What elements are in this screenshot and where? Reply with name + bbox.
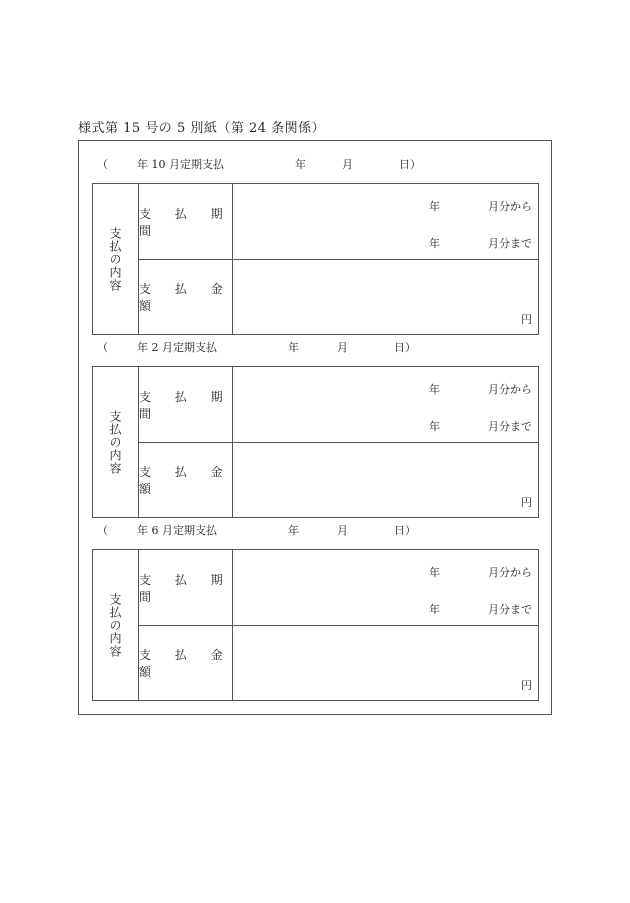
date-year-label: 年 (295, 158, 306, 171)
section-header (79, 336, 551, 356)
to-month-label: 月分まで (488, 237, 532, 250)
from-year-label: 年 (429, 200, 440, 213)
payment-period-label: 支 払 期 間 (139, 184, 233, 259)
payment-label: 年 2 月定期支払 (137, 341, 217, 354)
from-month-label: 月分から (488, 383, 532, 396)
payment-table (92, 183, 539, 335)
date-month-label: 月 (342, 158, 353, 171)
to-year-label: 年 (429, 420, 440, 433)
payment-label: 年 10 月定期支払 (137, 158, 224, 171)
payment-amount-label: 支 払 金 額 (139, 259, 233, 334)
date-month-label: 月 (337, 524, 348, 537)
from-month-label: 月分から (488, 200, 532, 213)
payment-period-label: 支 払 期 間 (139, 367, 233, 442)
to-year-label: 年 (429, 603, 440, 616)
date-month-label: 月 (337, 341, 348, 354)
date-day-label: 日） (399, 158, 421, 171)
from-month-label: 月分から (488, 566, 532, 579)
payment-content-label: 支払の内容 (93, 367, 139, 517)
yen-label: 円 (521, 313, 532, 326)
to-month-label: 月分まで (488, 603, 532, 616)
payment-section-june (79, 519, 551, 701)
payment-amount-label: 支 払 金 額 (139, 625, 233, 700)
paren-open: （ (97, 158, 108, 171)
date-year-label: 年 (288, 524, 299, 537)
paren-open: （ (97, 341, 108, 354)
form-frame (78, 140, 552, 715)
from-year-label: 年 (429, 383, 440, 396)
date-year-label: 年 (288, 341, 299, 354)
yen-label: 円 (521, 496, 532, 509)
payment-content-label: 支払の内容 (93, 184, 139, 334)
payment-content-label: 支払の内容 (93, 550, 139, 700)
payment-table (92, 366, 539, 518)
date-day-label: 日） (394, 524, 416, 537)
payment-amount-label: 支 払 金 額 (139, 442, 233, 517)
payment-section-october (79, 153, 551, 335)
form-title: 様式第 15 号の 5 別紙（第 24 条関係） (78, 121, 326, 136)
payment-table (92, 549, 539, 701)
date-day-label: 日） (394, 341, 416, 354)
to-month-label: 月分まで (488, 420, 532, 433)
payment-section-february (79, 336, 551, 518)
section-header (79, 153, 551, 173)
payment-period-label: 支 払 期 間 (139, 550, 233, 625)
to-year-label: 年 (429, 237, 440, 250)
payment-label: 年 6 月定期支払 (137, 524, 217, 537)
paren-open: （ (97, 524, 108, 537)
section-header (79, 519, 551, 539)
yen-label: 円 (521, 679, 532, 692)
from-year-label: 年 (429, 566, 440, 579)
